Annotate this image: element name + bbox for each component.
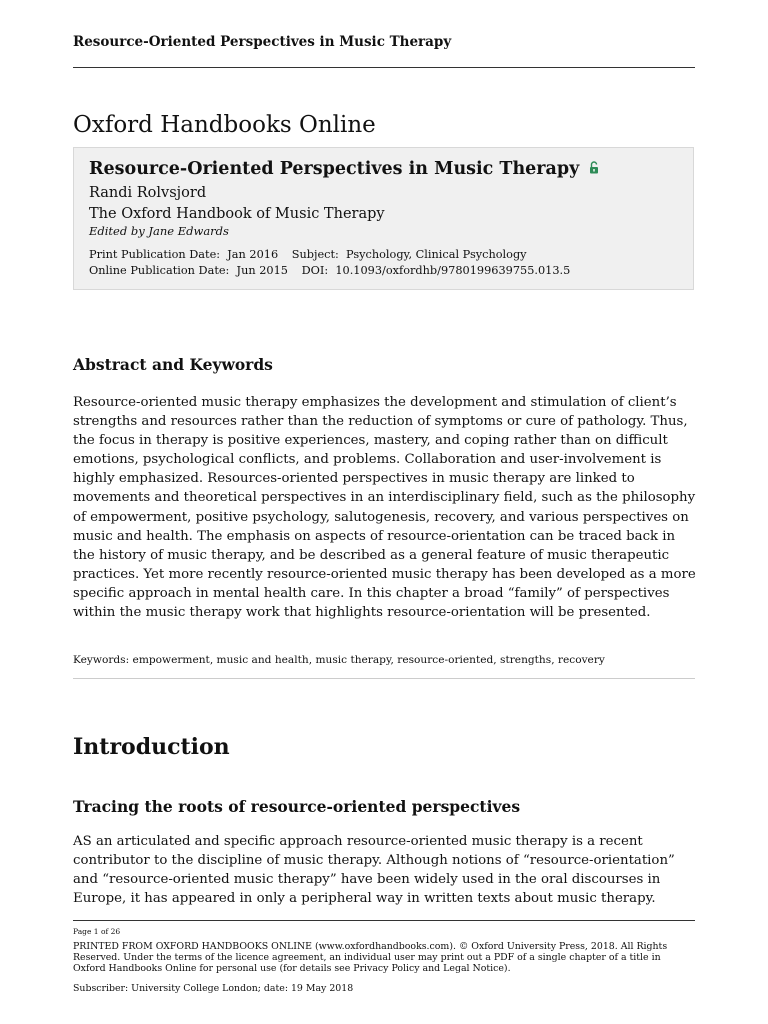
online-pub-value: Jun 2015 <box>236 264 288 277</box>
book-title: The Oxford Handbook of Music Therapy <box>89 206 385 222</box>
site-title: Oxford Handbooks Online <box>73 112 376 138</box>
copyright-notice: PRINTED FROM OXFORD HANDBOOKS ONLINE (www.oxfordhandbooks.com). © Oxford University Press, 2018. All Rights Reserved. Under the terms of the licence agreement, an individual user may print out a PDF of a single chapter of a title in Oxford Handbooks Online for personal use (for details see Privacy Policy and Legal Notice). <box>73 941 668 975</box>
subject-label: Subject: <box>291 248 339 261</box>
editor-credit: Edited by Jane Edwards <box>89 224 229 238</box>
print-publication-row <box>89 248 527 261</box>
subscriber-line: Subscriber: University College London; date: 19 May 2018 <box>73 983 354 994</box>
keywords-line: Keywords: empowerment, music and health, music therapy, resource-oriented, strengths, recovery <box>73 654 605 666</box>
online-publication-row <box>89 264 570 277</box>
open-lock-icon <box>589 159 599 179</box>
doi-value: 10.1093/oxfordhb/9780199639755.013.5 <box>335 264 571 277</box>
print-pub-value: Jan 2016 <box>227 248 279 261</box>
section-subheading: Tracing the roots of resource-oriented perspectives <box>73 797 521 816</box>
abstract-paragraph: Resource-oriented music therapy emphasizes the development and stimulation of client’s strengths and resources rather than the reduction of symptoms or cure of pathology. Thus, the focus in therapy is positive experiences, mastery, and coping rather than on difficult emotions, psychological conflicts, and problems. Collaboration and user-involvement is highly emphasized. Resources-oriented perspectives in music therapy are linked to movements and theoretical perspectives in an interdisciplinary field, such as the philosophy of empowerment, positive psychology, salutogenesis, recovery, and various perspectives on music and health. The emphasis on aspects of resource-orientation can be traced back in the history of music therapy, and be described as a general feature of music therapeutic practices. Yet more recently resource-oriented music therapy has been developed as a more specific approach in mental health care. In this chapter a broad “family” of perspectives within the music therapy work that highlights resource-orientation will be presented. <box>73 395 696 621</box>
doi-label: DOI: <box>301 264 329 277</box>
author-name: Randi Rolvsjord <box>89 185 207 201</box>
keywords-divider <box>73 678 695 679</box>
abstract-heading: Abstract and Keywords <box>73 355 273 374</box>
chapter-metadata-box <box>73 147 694 290</box>
introduction-heading: Introduction <box>73 734 230 760</box>
footer-divider <box>73 920 695 921</box>
page-number: Page 1 of 26 <box>73 927 121 936</box>
print-pub-label: Print Publication Date: <box>89 248 221 261</box>
chapter-title <box>89 159 599 180</box>
chapter-title-text: Resource-Oriented Perspectives in Music Therapy <box>89 159 580 179</box>
header-divider <box>73 67 695 68</box>
online-pub-label: Online Publication Date: <box>89 264 230 277</box>
running-header: Resource-Oriented Perspectives in Music Therapy <box>73 34 452 50</box>
subject-value: Psychology, Clinical Psychology <box>346 248 527 261</box>
introduction-paragraph: AS an articulated and specific approach resource-oriented music therapy is a recent contributor to the discipline of music therapy. Although notions of “resource-orientation” and “resource-oriented music therapy” have been widely used in the oral discourses in Europe, it has appeared in only a peripheral way in written texts about music therapy. <box>73 834 675 907</box>
